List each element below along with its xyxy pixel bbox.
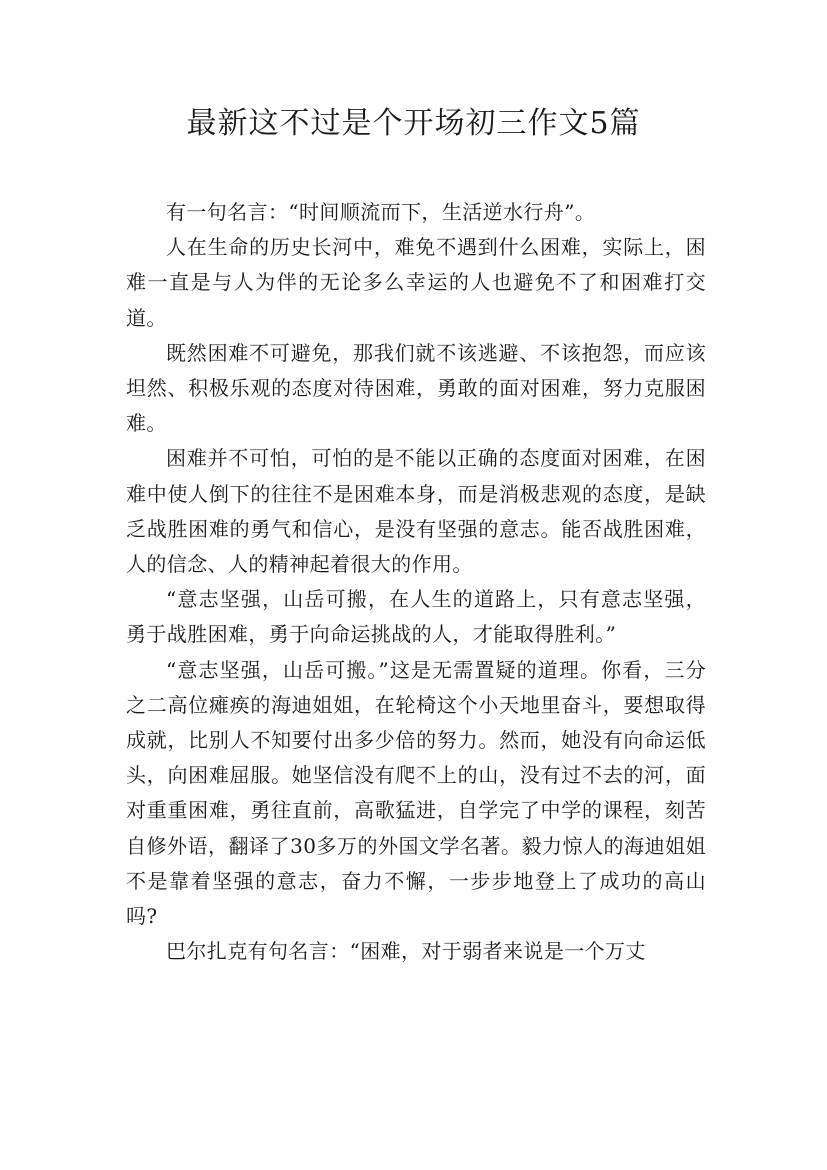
paragraph-3: 既然困难不可避免，那我们就不该逃避、不该抱怨，而应该坦然、积极乐观的态度对待困难，勇敢的面对困难，努力克服困难。 [126,340,706,436]
paragraph-2: 人在生命的历史长河中，难免不遇到什么困难，实际上，困难一直是与人为伴的无论多么幸运的人也避免不了和困难打交道。 [126,235,706,330]
paragraph-5: “意志坚强，山岳可搬，在人生的道路上，只有意志坚强，勇于战胜困难，勇于向命运挑战的人，才能取得胜利。” [126,587,706,647]
paragraph-1: 有一句名言：“时间顺流而下，生活逆水行舟”。 [166,200,596,224]
document-body [126,195,706,969]
paragraph-4: 困难并不可怕，可怕的是不能以正确的态度面对困难，在困难中使人倒下的往往不是困难本身，而是消极悲观的态度，是缺乏战胜困难的勇气和信心，是没有坚强的意志。能否战胜困难，人的信念、人的精神起着很大的作用。 [126,446,706,577]
document-title: 最新这不过是个开场初三作文5篇 [186,106,641,141]
paragraph-6: “意志坚强，山岳可搬。”这是无需置疑的道理。你看，三分之二高位瘫痪的海迪姐姐，在轮椅这个小天地里奋斗，要想取得成就，比别人不知要付出多少倍的努力。然而，她没有向命运低头，向困难屈服。她坚信没有爬不上的山，没有过不去的河，面对重重困难，勇往直前，高歌猛进，自学完了中学的课程，刻苦自修外语，翻译了30多万的外国文学名著。毅力惊人的海迪姐姐不是靠着坚强的意志，奋力不懈，一步步地登上了成功的高山吗? [126,657,706,929]
paragraph-7: 巴尔扎克有句名言：“困难，对于弱者来说是一个万丈 [166,939,646,964]
